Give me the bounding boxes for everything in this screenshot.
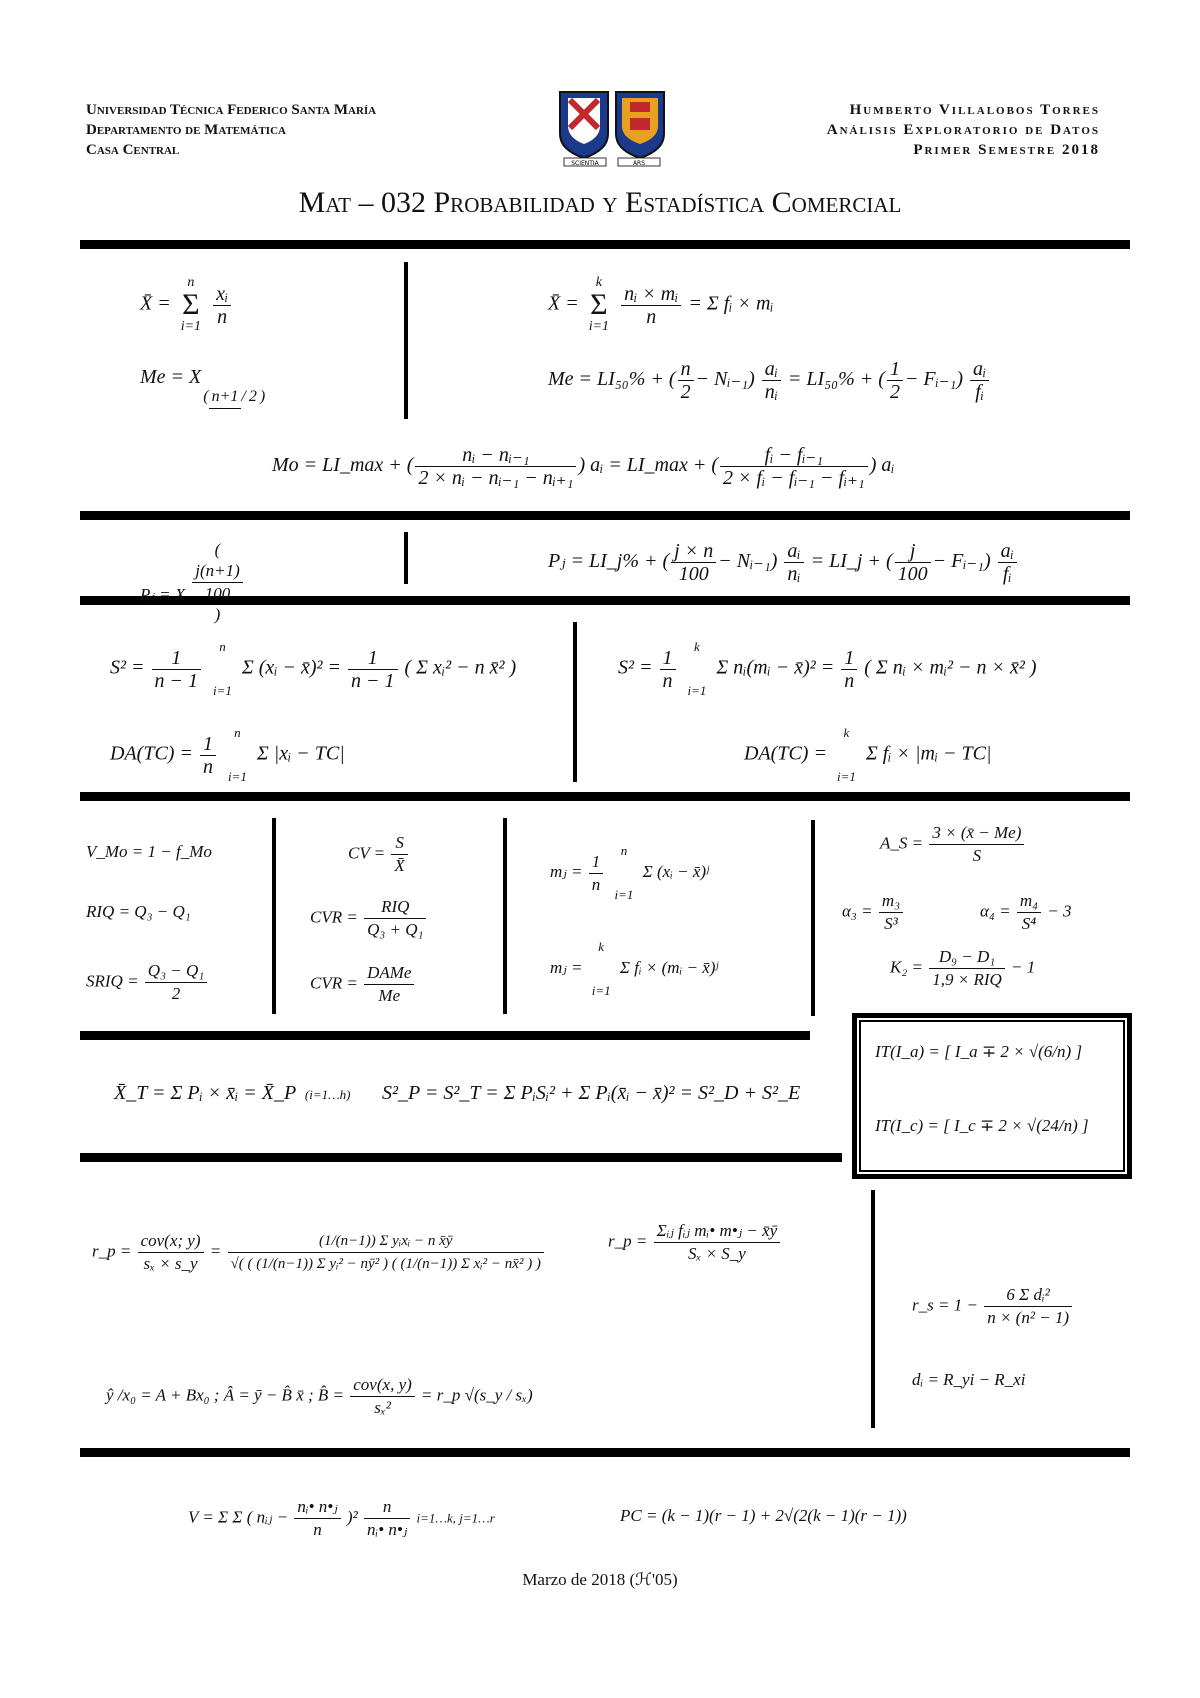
- logo-banner-left: SCIENTIA: [571, 160, 599, 167]
- department-name: Departamento de Matemática: [86, 122, 286, 138]
- formula-mean-raw: X̄ = n Σ i=1 $\frac{\text{xᵢ}}{n}$: [140, 272, 233, 338]
- page-title: Mat – 032 Probabilidad y Estadística Comercial: [298, 186, 902, 219]
- divider: [80, 240, 1130, 249]
- formula-rank-difference: dᵢ = R_yi − R_xi: [912, 1370, 1026, 1389]
- formula-variation-ratio: V_Mo = 1 − f_Mo: [86, 842, 212, 861]
- column-separator: [503, 818, 507, 1014]
- sum-limits-label: i=1…k, j=1…r: [416, 1510, 495, 1526]
- formula-cv: CV = $\frac{S}{X̄}$: [348, 832, 410, 877]
- author-block: [827, 100, 1100, 160]
- logo-banner-right: ARS: [632, 160, 646, 167]
- formula-semi-iqr: SRIQ = $\frac{\text{Q₃ − Q₁}}{2}$: [86, 960, 209, 1005]
- divider: [80, 1448, 1130, 1457]
- formula-median-raw: Me = X( n+1 / 2 ): [140, 366, 267, 409]
- column-separator: [871, 1190, 875, 1428]
- formula-pearson-grouped: r_p = $\frac{\text{Σᵢⱼ fᵢⱼ mᵢ• m•ⱼ − x̄ȳ}}{\text{Sₓ × S\_y}}$: [608, 1220, 782, 1265]
- semester: Primer Semestre 2018: [913, 142, 1100, 158]
- column-separator: [811, 820, 815, 1016]
- formula-moment-raw: mⱼ = $\frac{1}{n}$ n i=1 Σ (xᵢ − x̄)ʲ: [550, 843, 709, 902]
- formula-iqr: RIQ = Q₃ − Q₁: [86, 902, 191, 921]
- formula-mean-deviation-grouped: DA(TC) = k i=1 Σ fᵢ × |mᵢ − TC|: [744, 725, 992, 784]
- author-name: Humberto Villalobos Torres: [849, 102, 1100, 118]
- formula-variance-raw: S² = $\frac{1}{n - 1}$ n i=1 Σ (xᵢ − x̄)² = $\frac{1}{n - 1}$ ( Σ xᵢ² − n x̄² ): [110, 639, 517, 698]
- formula-interval-ia: IT(I_a) = [ I_a ∓ 2 × √(6/n) ]: [875, 1042, 1083, 1061]
- formula-median-grouped: Me = LI₅₀% + ( $\frac{n}{2}$ − Nᵢ₋₁) $\frac{\text{aᵢ}}{\text{nᵢ}}$ = LI₅₀% + ( $\frac{1}{2}$ − Fᵢ₋₁) $\frac{\text{aᵢ}}{\text{fᵢ}}$: [548, 358, 991, 403]
- campus-name: Casa Central: [86, 142, 180, 158]
- formula-mean-deviation-raw: DA(TC) = $\frac{1}{n}$ n i=1 Σ |xᵢ − TC|: [110, 725, 345, 784]
- footer-date: Marzo de 2018 (ℋ'05): [522, 1570, 678, 1589]
- formula-pearson-skewness: A_S = $\frac{3 \times (x̄ - Me)}{S}$: [880, 822, 1026, 867]
- divider: [80, 511, 1130, 520]
- kurtosis-intervals-box: [852, 1013, 1132, 1179]
- formula-interval-ic: IT(I_c) = [ I_c ∓ 2 × √(24/n) ]: [875, 1116, 1089, 1135]
- formula-critical-value: PC = (k − 1)(r − 1) + 2√(2(k − 1)(r − 1)): [620, 1506, 907, 1525]
- column-separator: [404, 532, 408, 584]
- formula-alpha4: α₄ = $\frac{\text{m₄}}{\text{S⁴}}$ − 3: [980, 891, 1072, 933]
- formula-cvr-dame: CVR = $\frac{\text{DAMe}}{Me}$: [310, 962, 416, 1007]
- divider: [80, 792, 1130, 801]
- formula-spearman: r_s = 1 − $\frac{\text{6 Σ dᵢ²}}{\text{n × (n² − 1)}}$: [912, 1284, 1074, 1329]
- formula-regression: ŷ /x₀ = A + Bx₀ ; Â = ȳ − B̂ x̄ ; B̂ = $\frac{\text{cov(x, y)}}{\text{sₓ²}}$ = r_p √(s_y / sₓ): [106, 1375, 533, 1417]
- formula-total-variance: S²_P = S²_T = Σ PᵢSᵢ² + Σ Pᵢ(x̄ᵢ − x̄)² = S²_D + S²_E: [382, 1082, 801, 1104]
- institution-block: [86, 100, 376, 160]
- course-topic: Análisis Exploratorio de Datos: [826, 122, 1100, 138]
- formula-moment-grouped: mⱼ = k i=1 Σ fᵢ × (mᵢ − x̄)ʲ: [550, 939, 719, 998]
- formula-percentile-grouped: Pⱼ = LI_j% + ( $\frac{j \times n}{100}$ − Nᵢ₋₁) $\frac{\text{aᵢ}}{\text{nᵢ}}$ = LI_j + ( $\frac{j}{100}$ − Fᵢ₋₁) $\frac{\text{aᵢ}}{\text{fᵢ}}$: [548, 540, 1019, 585]
- divider: [80, 1031, 810, 1040]
- formula-percentile-raw: Pⱼ = X( j(n+1) 100 ): [140, 540, 250, 625]
- formula-pearson-raw: r_p = $\frac{\text{cov(x; y)}}{\text{sₓ × s\_y}}$ = $\frac{\text{(1/(n−1)) Σ yᵢxᵢ − n x̄ȳ}}{\text{√( ( (1/(n−1)) Σ yᵢ² − nȳ² ) ( (1/(n−1)) Σ xᵢ² − nx̄² ) )}}$: [92, 1230, 546, 1275]
- formula-alpha3: α₃ = $\frac{\text{m₃}}{\text{S³}}$: [842, 890, 905, 935]
- divider: [80, 1153, 842, 1162]
- university-name: Universidad Técnica Federico Santa María: [86, 102, 377, 118]
- formula-mode: Mo = LI_max + ( $\frac{\text{nᵢ − nᵢ₋₁}}{\text{2 × nᵢ − nᵢ₋₁ − nᵢ₊₁}}$ ) aᵢ = LI_max + ( $\frac{\text{fᵢ − fᵢ₋₁}}{\text{2 × fᵢ − fᵢ₋₁ − fᵢ₊₁}}$ ) aᵢ: [272, 444, 895, 489]
- formula-variance-grouped: S² = $\frac{1}{n}$ k i=1 Σ nᵢ(mᵢ − x̄)² = $\frac{1}{n}$ ( Σ nᵢ × mᵢ² − n × x̄² ): [618, 639, 1037, 698]
- university-logo: [556, 88, 668, 168]
- formula-mean-grouped: X̄ = k Σ i=1 $\frac{\text{nᵢ × mᵢ}}{n}$ = Σ fᵢ × mᵢ: [548, 275, 774, 334]
- column-separator: [272, 818, 276, 1014]
- formula-chi-square: V = Σ Σ ( nᵢⱼ − $\frac{\text{nᵢ• n•ⱼ}}{n}$ )² $\frac{n}{\text{nᵢ• n•ⱼ}}$ i=1…k, j=1…r: [188, 1497, 495, 1539]
- column-separator: [404, 262, 408, 419]
- formula-kurtosis-percentile: K₂ = $\frac{\text{D₉ − D₁}}{\text{1,9 × RIQ}}$ − 1: [890, 947, 1036, 989]
- sum-limits-label: (i=1…h): [304, 1087, 351, 1102]
- formula-cvr-riq: CVR = $\frac{\text{RIQ}}{\text{Q₃ + Q₁}}$: [310, 896, 428, 941]
- column-separator: [573, 622, 577, 782]
- formula-total-mean: X̄_T = Σ Pᵢ × x̄ᵢ = X̄_P (i=1…h): [114, 1082, 351, 1104]
